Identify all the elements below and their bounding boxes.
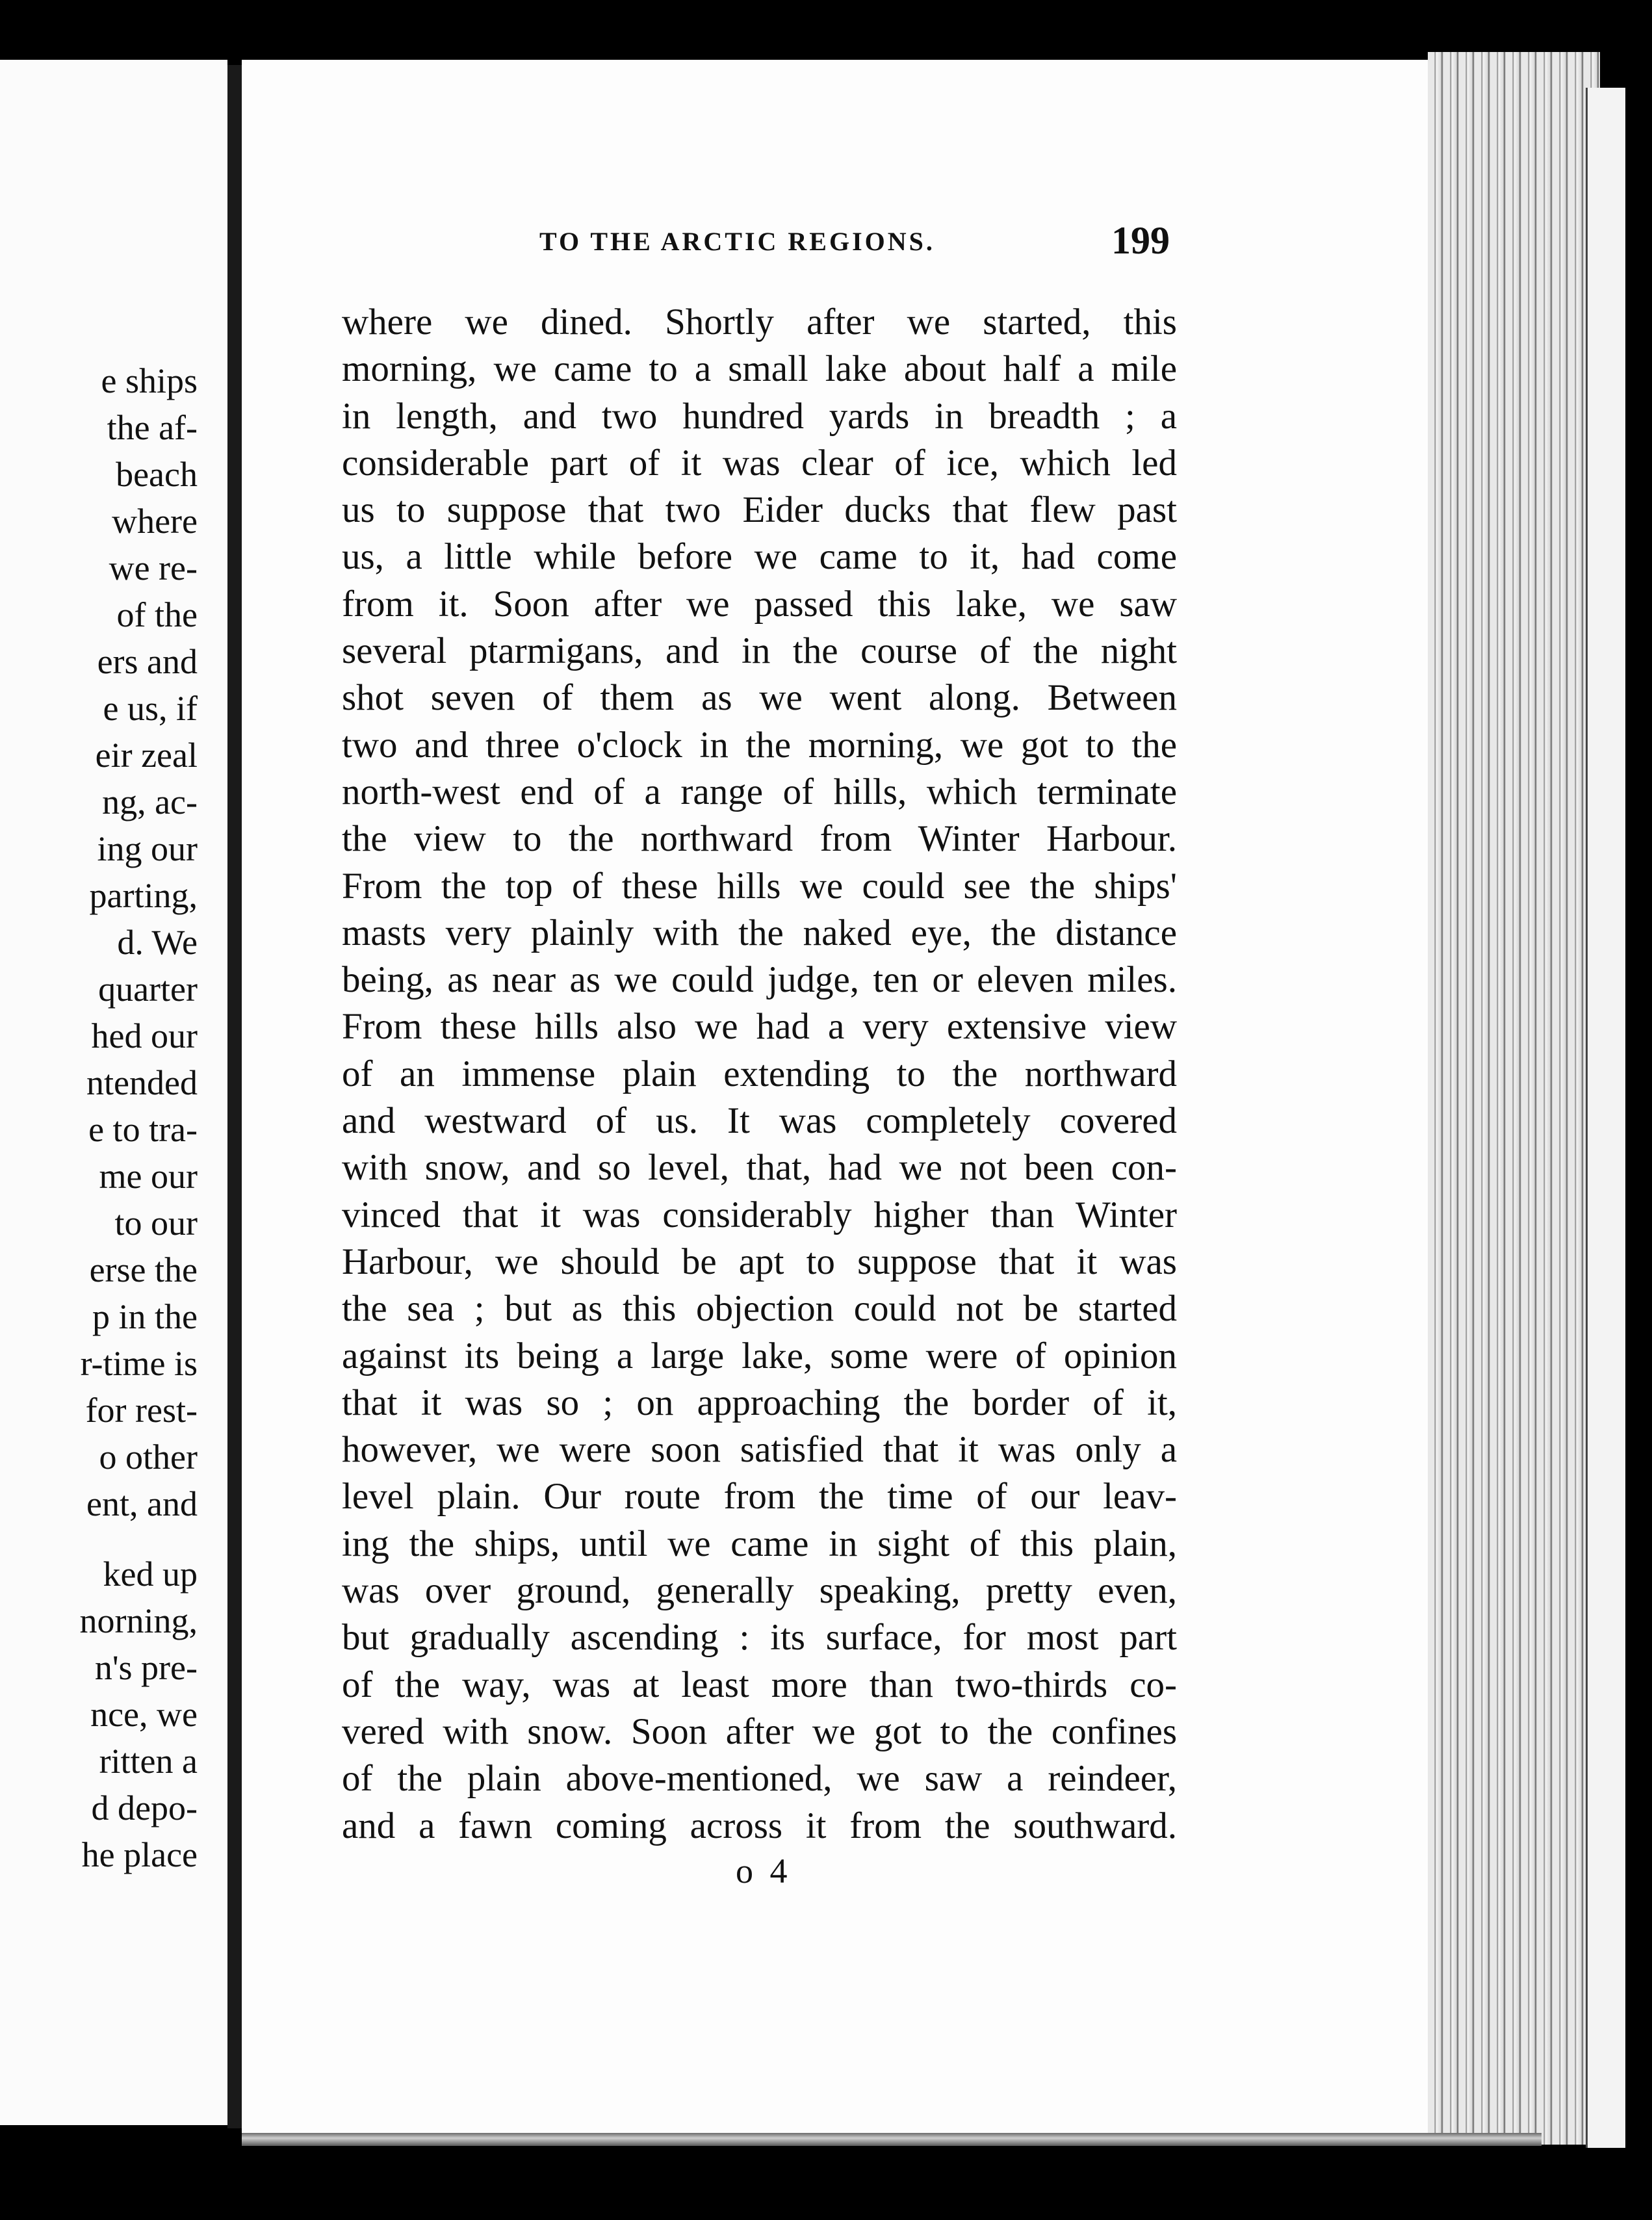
facing-page-line: ritten a [99, 1742, 198, 1781]
text-line: considerable part of it was clear of ice, which led [342, 442, 1177, 484]
facing-page-line: e to tra- [88, 1110, 198, 1149]
facing-page-line: ent, and [86, 1484, 198, 1523]
facing-page-line: he place [81, 1835, 198, 1874]
text-line: morning, we came to a small lake about half a mile [342, 348, 1177, 390]
text-line: several ptarmigans, and in the course of the night [342, 630, 1177, 672]
facing-page-text [80, 357, 198, 1878]
text-line: and a fawn coming across it from the southward. [342, 1805, 1177, 1846]
text-line: us, a little while before we came to it, had come [342, 536, 1177, 578]
text-line: of the way, was at least more than two-thirds co- [342, 1664, 1177, 1705]
running-head: TO THE ARCTIC REGIONS. [539, 227, 935, 256]
book-gutter [227, 65, 242, 2128]
page-bottom-edge [242, 2133, 1542, 2146]
text-line: north-west end of a range of hills, which terminate [342, 771, 1177, 812]
facing-page-line: ked up [103, 1555, 198, 1594]
facing-page-line: p in the [92, 1297, 198, 1336]
facing-page-line: e us, if [103, 689, 198, 728]
facing-page-line: d. We [117, 923, 198, 962]
facing-page-line: ers and [97, 642, 198, 681]
text-line: with snow, and so level, that, had we not been con- [342, 1147, 1177, 1189]
text-line: that it was so ; on approaching the border of it, [342, 1382, 1177, 1423]
text-line: against its being a large lake, some were of opinion [342, 1335, 1177, 1376]
facing-page-line: where [112, 502, 198, 541]
text-line: but gradually ascending : its surface, for most part [342, 1617, 1177, 1659]
text-line: the view to the northward from Winter Harbour. [342, 818, 1177, 860]
facing-page-line [80, 1527, 198, 1551]
facing-page-line: norning, [79, 1601, 198, 1640]
page-edges-stack [1428, 52, 1600, 2145]
page-edges-outer [1586, 88, 1625, 2148]
facing-page-line: the af- [107, 408, 198, 447]
facing-page-line: me our [99, 1157, 198, 1196]
text-line: From these hills also we had a very extensive view [342, 1006, 1177, 1048]
text-line: shot seven of them as we went along. Between [342, 677, 1177, 719]
facing-page-line: n's pre- [94, 1648, 198, 1687]
text-line: ing the ships, until we came in sight of this plain, [342, 1523, 1177, 1564]
text-line: vinced that it was considerably higher than Winter [342, 1194, 1177, 1235]
text-line: of an immense plain extending to the northward [342, 1053, 1177, 1094]
facing-page-line: for rest- [85, 1391, 198, 1430]
text-line: masts very plainly with the naked eye, the distance [342, 912, 1177, 953]
facing-page-line: r-time is [80, 1344, 198, 1383]
text-line: where we dined. Shortly after we started, this [342, 302, 1177, 342]
facing-page-line: hed our [91, 1016, 198, 1055]
facing-page-line: eir zeal [95, 736, 198, 775]
facing-page-line: e ships [101, 361, 198, 400]
text-line: in length, and two hundred yards in breadth ; a [342, 395, 1177, 437]
text-line: being, as near as we could judge, ten or eleven miles. [342, 959, 1177, 1001]
text-line: from it. Soon after we passed this lake, we saw [342, 583, 1177, 625]
facing-page-left [0, 60, 227, 2125]
facing-page-line: beach [116, 455, 198, 494]
facing-page-line: nce, we [90, 1695, 198, 1734]
facing-page-line: o other [99, 1438, 198, 1477]
text-line: and westward of us. It was completely covered [342, 1100, 1177, 1142]
facing-page-line: of the [116, 595, 198, 634]
signature-mark: o 4 [736, 1852, 792, 1891]
text-line: vered with snow. Soon after we got to the confines [342, 1710, 1177, 1752]
text-line: however, we were soon satisfied that it was only a [342, 1429, 1177, 1471]
page-number: 199 [1111, 219, 1170, 262]
text-line: two and three o'clock in the morning, we got to the [342, 724, 1177, 766]
facing-page-line: we re- [109, 549, 198, 587]
text-line: was over ground, generally speaking, pretty even, [342, 1570, 1177, 1612]
facing-page-line: quarter [98, 970, 198, 1009]
text-line: the sea ; but as this objection could not be started [342, 1288, 1177, 1330]
facing-page-line: to our [114, 1204, 198, 1243]
text-line: level plain. Our route from the time of our leav- [342, 1476, 1177, 1517]
body-text [342, 299, 1177, 1850]
text-line: Harbour, we should be apt to suppose that it was [342, 1241, 1177, 1282]
text-line: From the top of these hills we could see the ships' [342, 865, 1177, 907]
facing-page-line: erse the [89, 1250, 198, 1289]
text-line: of the plain above-mentioned, we saw a reindeer, [342, 1758, 1177, 1800]
text-line: us to suppose that two Eider ducks that flew past [342, 489, 1177, 531]
facing-page-line: ing our [97, 829, 198, 868]
facing-page-line: ng, ac- [102, 782, 198, 821]
facing-page-line: parting, [89, 876, 198, 915]
facing-page-line: ntended [86, 1063, 198, 1102]
facing-page-line: d depo- [91, 1788, 198, 1827]
